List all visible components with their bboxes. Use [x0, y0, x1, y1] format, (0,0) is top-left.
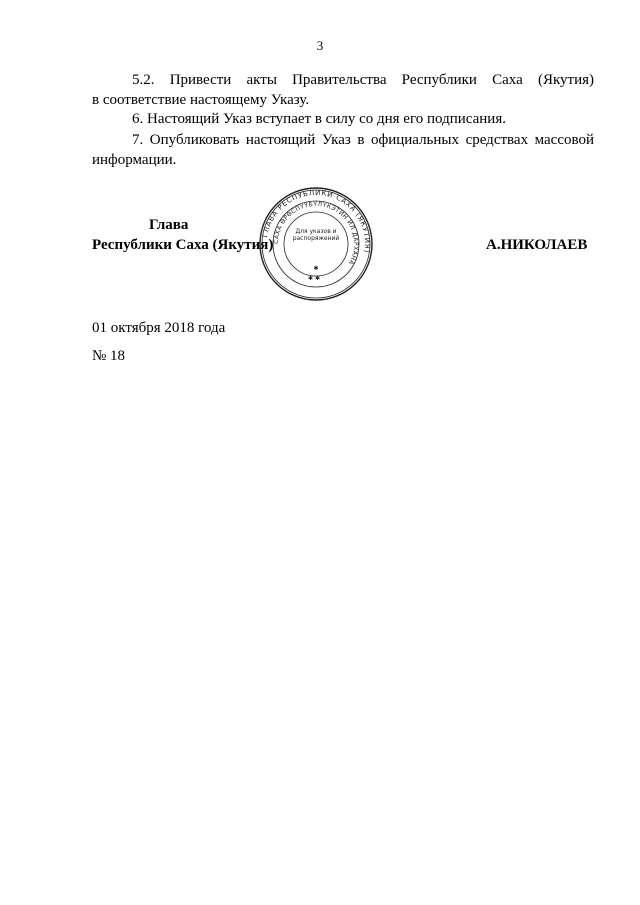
- paragraph-7: [92, 130, 594, 150]
- document-number: № 18: [92, 348, 126, 364]
- seal-star-icon: ✱: [313, 265, 319, 272]
- paragraph-7-line-1: 7. Опубликовать настоящий Указ в официальных средствах массовой: [132, 132, 594, 148]
- paragraph-5-2: [92, 70, 594, 90]
- signer-name: А.НИКОЛАЕВ: [486, 237, 588, 253]
- seal-center-text: Для указов и распоряжений: [292, 228, 340, 242]
- paragraph-5-2-cont: [92, 90, 594, 110]
- seal-outer-text: ГЛАВА РЕСПУБЛИКИ САХА (ЯКУТИЯ): [261, 188, 372, 254]
- seal-inner-text: САХА ӨРӨСПҮҮБҮЛҮКЭТИН ИЛ ДАРХАНА: [272, 200, 360, 266]
- paragraph-6: 6. Настоящий Указ вступает в силу со дня его подписания.: [132, 111, 506, 127]
- paragraph-7-cont: [92, 150, 594, 170]
- document-date: 01 октября 2018 года: [92, 320, 226, 336]
- paragraph-7-line-2: информации.: [92, 152, 177, 168]
- seal-star-icon: ✱ ✱: [308, 275, 320, 282]
- official-seal-stamp: [258, 186, 374, 302]
- paragraph-5-2-line-2: в соответствие настоящему Указу.: [92, 92, 310, 108]
- page-number: 3: [316, 38, 324, 53]
- signature-title-line-1: Глава: [149, 217, 189, 233]
- paragraph-5-2-line-1: 5.2. Привести акты Правительства Республики Саха (Якутия): [132, 72, 594, 88]
- signature-title-line-2: Республики Саха (Якутия): [92, 237, 274, 253]
